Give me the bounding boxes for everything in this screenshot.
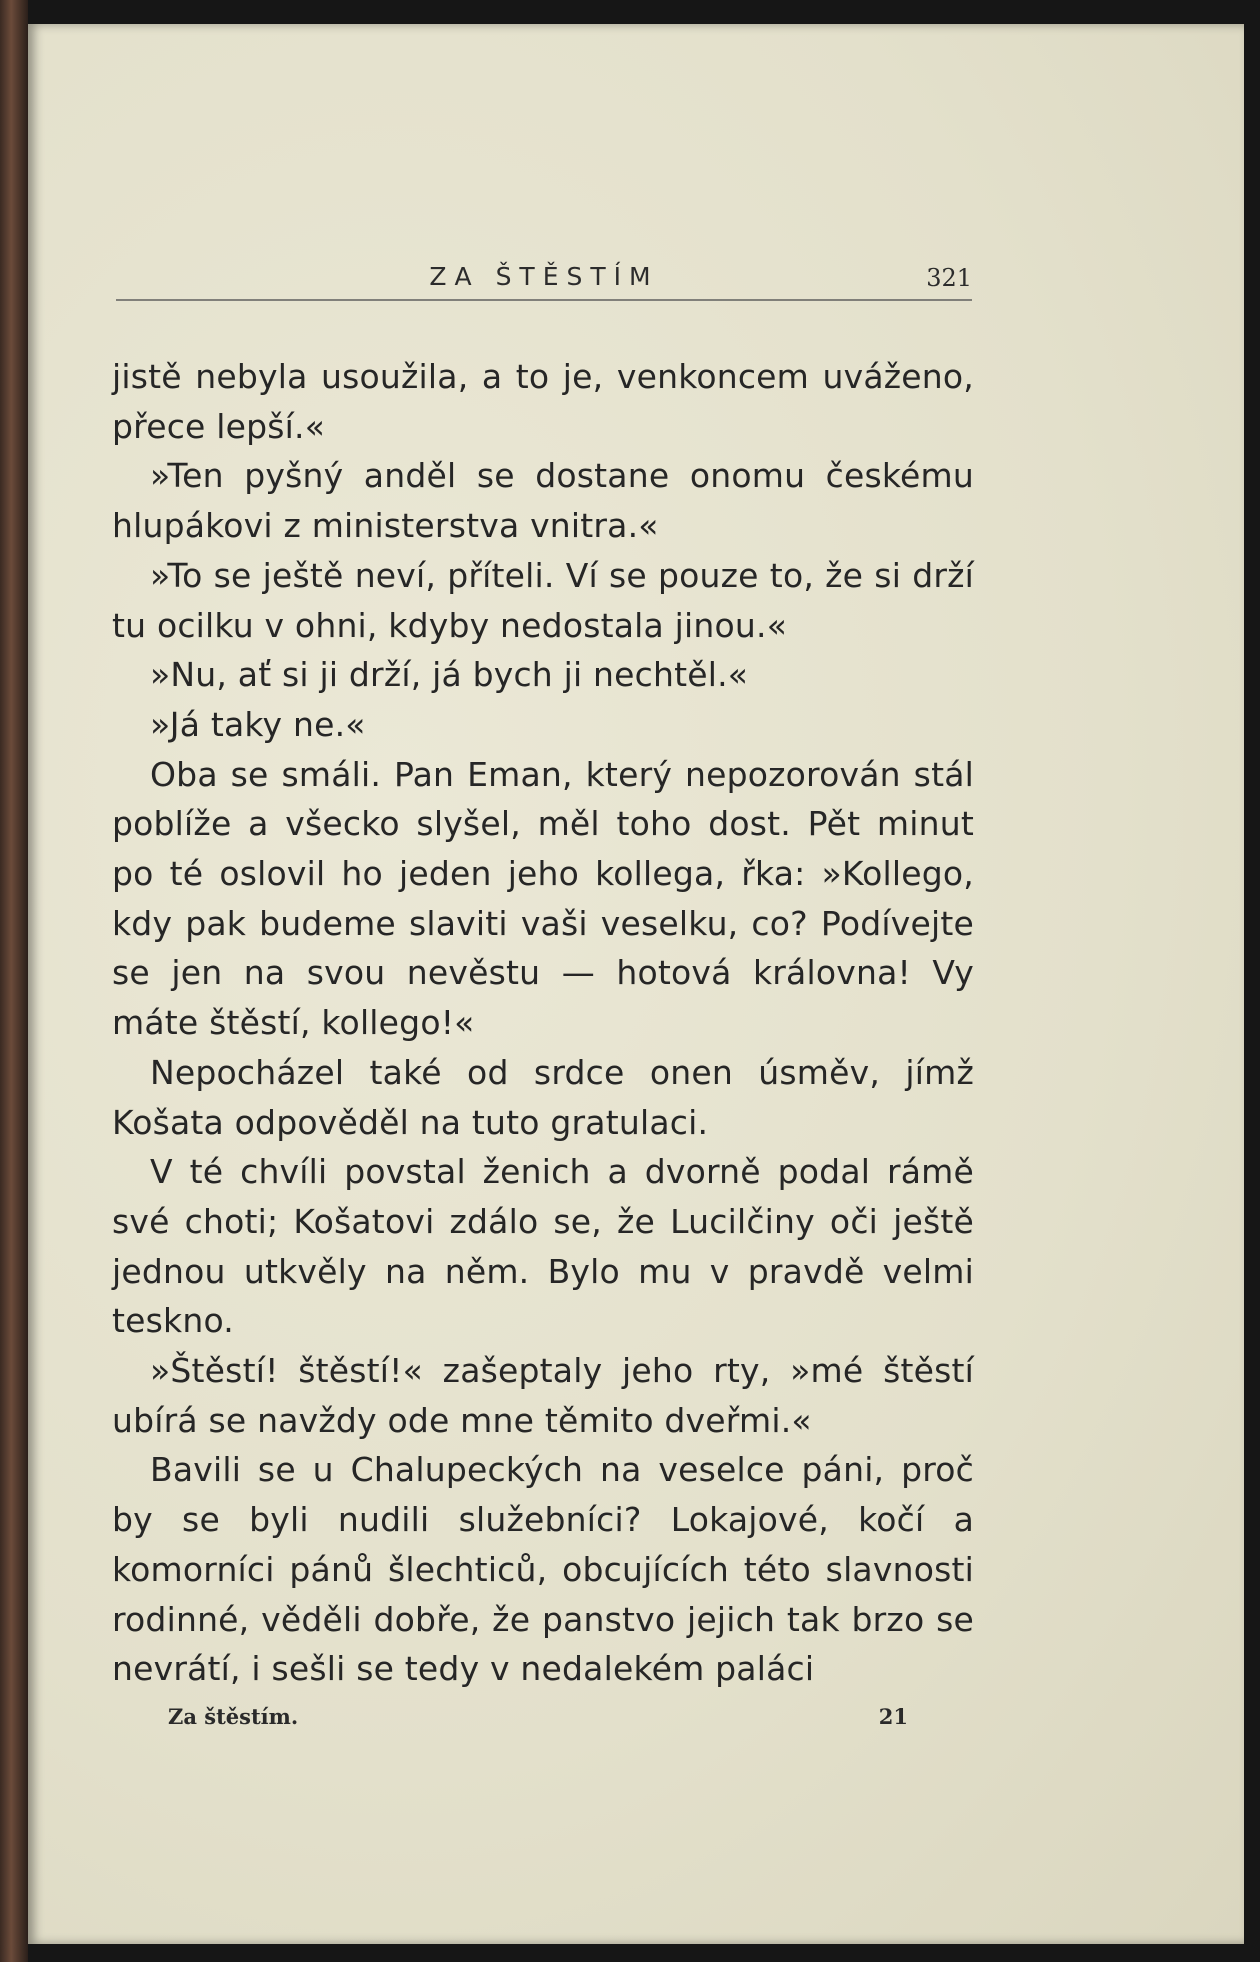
footer-book-title: Za štěstím. xyxy=(168,1704,299,1729)
paragraph: Oba se smáli. Pan Eman, který nepozorován stál poblíže a všecko slyšel, měl toho dost. Pět minut po té oslovil ho jeden jeho kollega, řka: »Kollego, kdy pak budeme slaviti vaši veselku, co? Podívejte se jen na svou nevěstu — hotová královna! Vy máte štěstí, kollego!« xyxy=(112,754,974,1043)
body-text xyxy=(112,352,974,1694)
paragraph: V té chvíli povstal ženich a dvorně podal rámě své choti; Košatovi zdálo se, že Lucilčiny oči ještě jednou utkvěly na něm. Bylo mu v pravdě velmi teskno. xyxy=(112,1152,974,1341)
header-rule xyxy=(116,299,972,301)
paragraph: »Ten pyšný anděl se dostane onomu českému hlupákovi z ministerstva vnitra.« xyxy=(112,456,974,546)
book-spine xyxy=(0,0,28,1962)
paragraph: »Štěstí! štěstí!« zašeptaly jeho rty, »mé štěstí ubírá se navždy ode mne těmito dveřmi.« xyxy=(112,1351,974,1440)
paragraph: »To se ještě neví, příteli. Ví se pouze to, že si drží tu ocilku v ohni, kdyby nedostala jinou.« xyxy=(112,555,974,645)
paragraph: Nepocházel také od srdce onen úsměv, jímž Košata odpověděl na tuto gratulaci. xyxy=(112,1052,974,1142)
paragraph: jistě nebyla usoužila, a to je, venkoncem uváženo, přece lepší.« xyxy=(112,357,974,446)
paragraph: Bavili se u Chalupeckých na veselce páni, proč by se byli nudili služebníci? Lokajové, kočí a komorníci pánů šlechticů, obcujících této slavnosti rodinné, věděli dobře, že panstvo jejich tak brzo se nevrátí, i sešli se tedy v nedalekém paláci xyxy=(112,1450,974,1689)
page-number: 321 xyxy=(926,264,972,292)
page-footer xyxy=(168,1704,908,1729)
running-title: ZA ŠTĚSTÍM xyxy=(429,262,659,291)
running-header xyxy=(116,256,972,302)
signature-mark: 21 xyxy=(878,1704,908,1729)
paragraph: »Nu, ať si ji drží, já bych ji nechtěl.« xyxy=(150,655,749,695)
paragraph: »Já taky ne.« xyxy=(150,704,366,744)
